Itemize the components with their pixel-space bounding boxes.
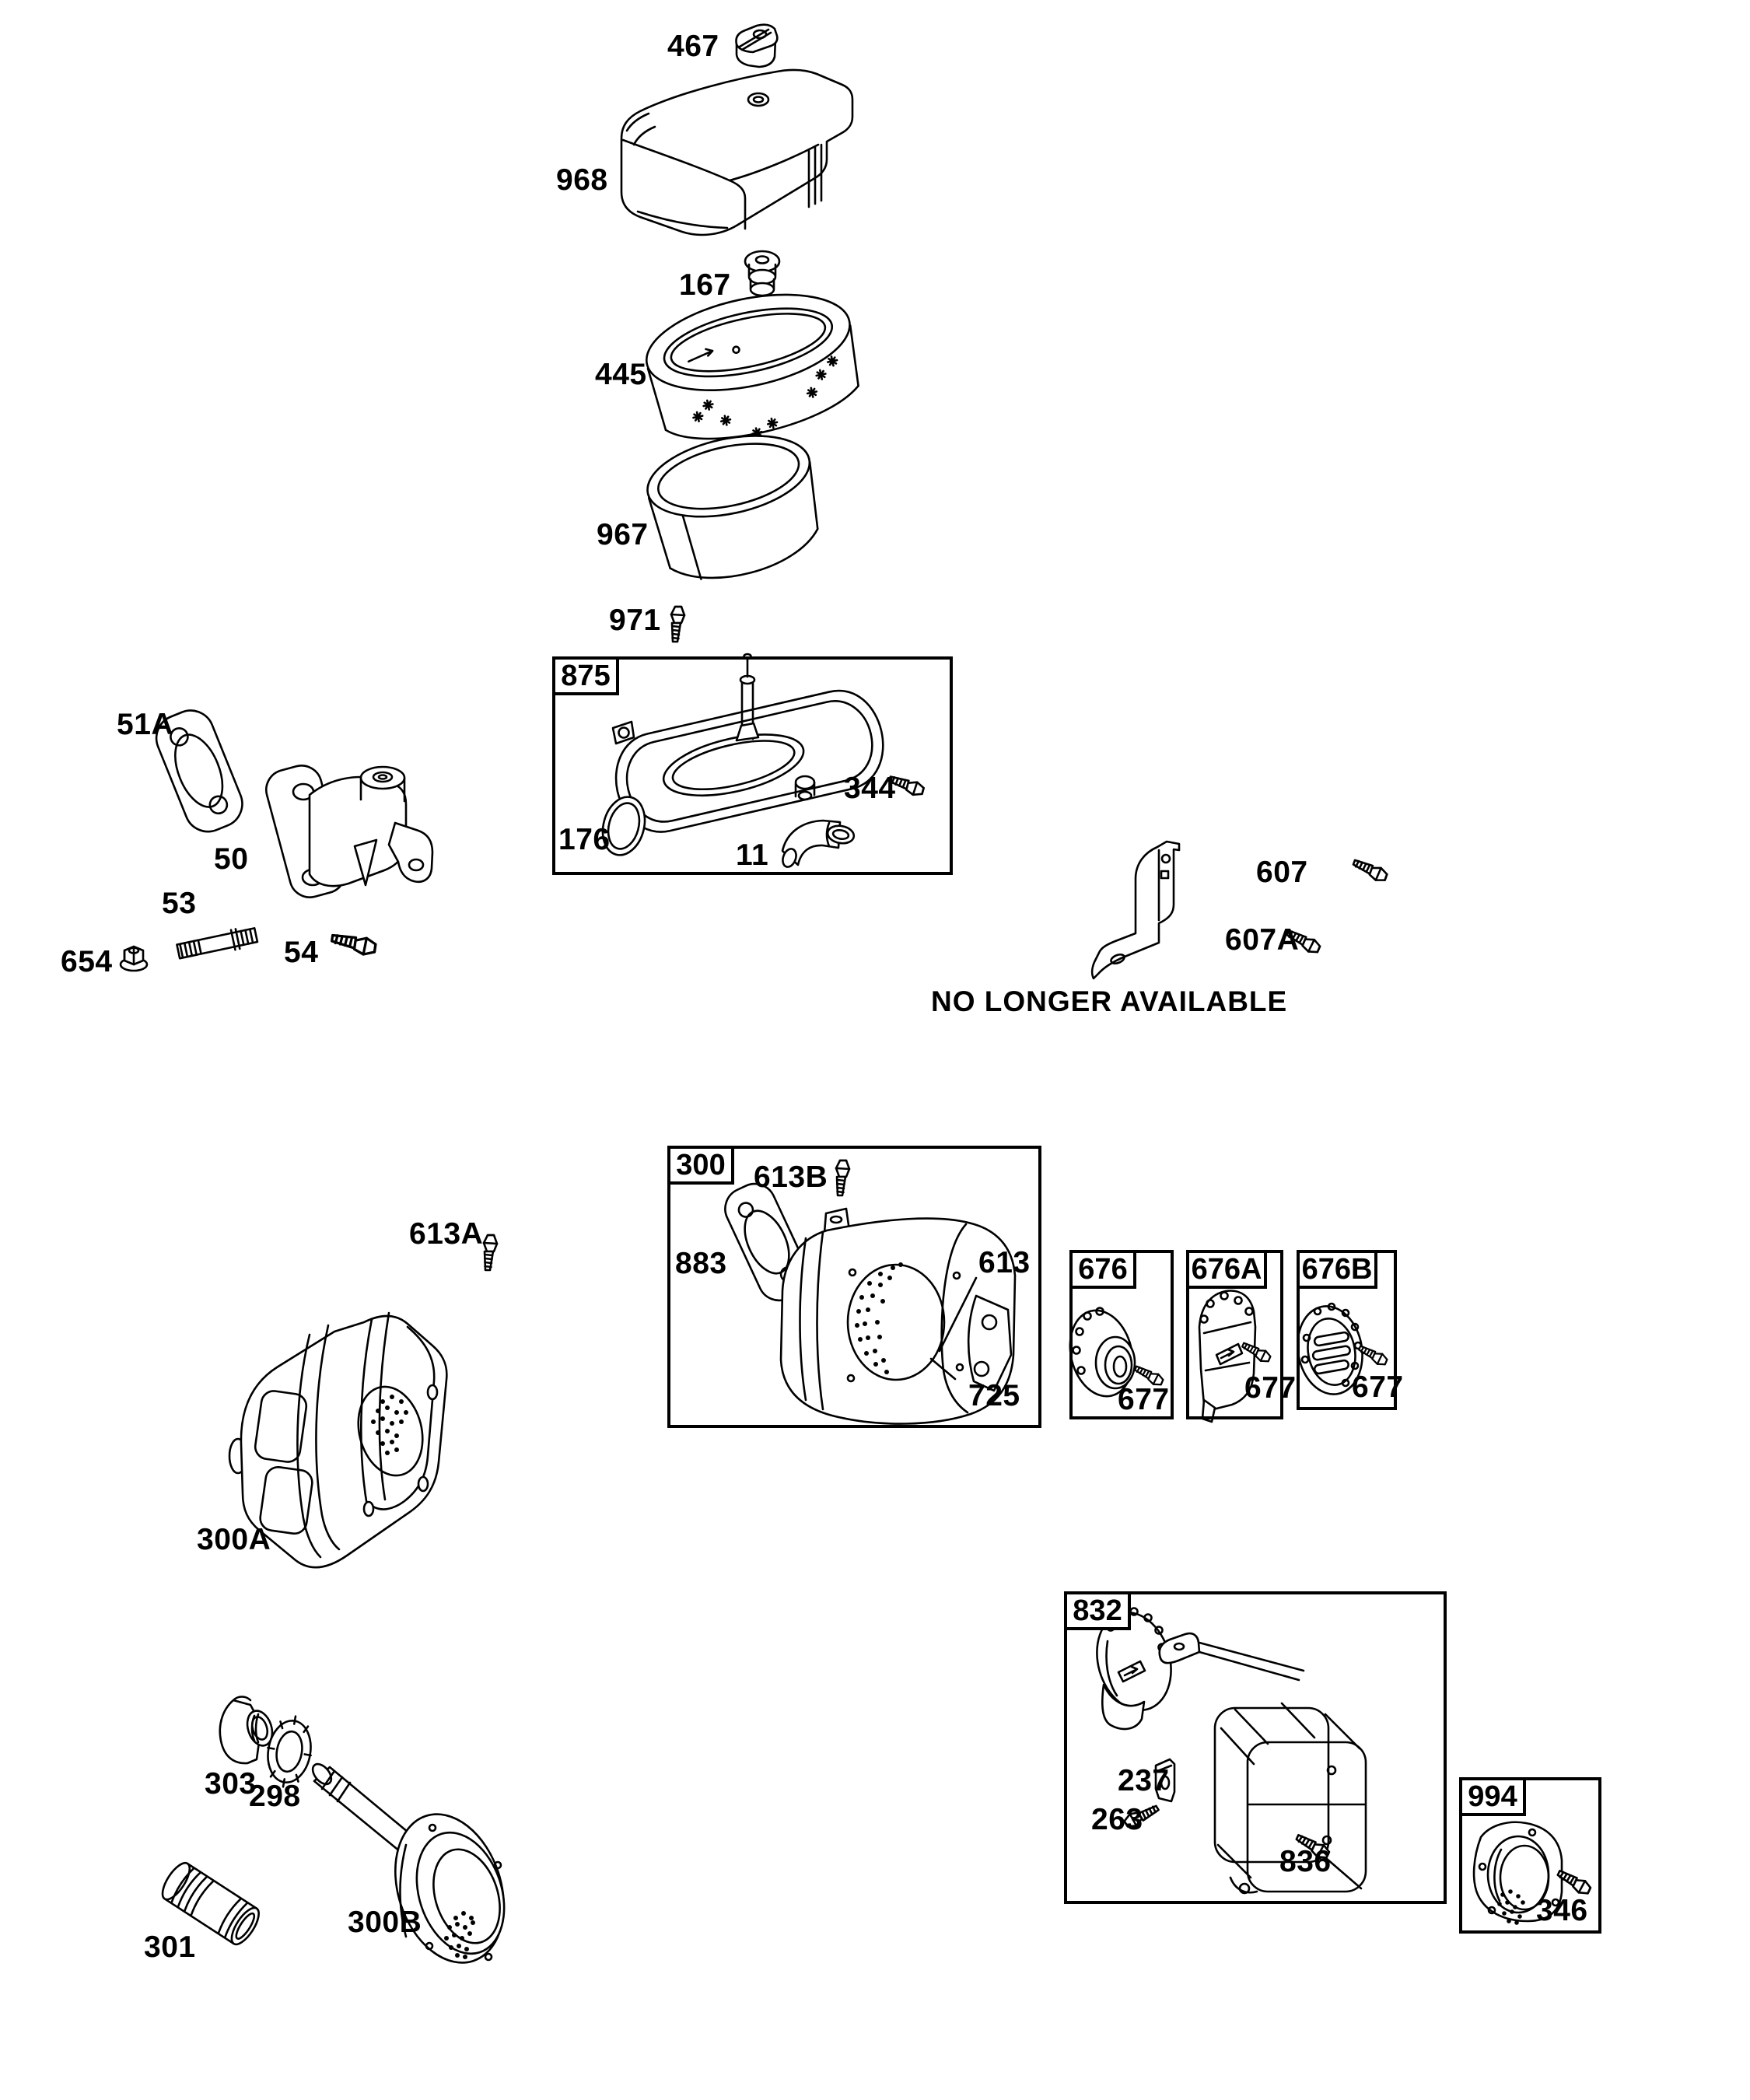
callout-176: 176 bbox=[558, 823, 611, 856]
callout-263: 263 bbox=[1091, 1803, 1143, 1836]
callout-445: 445 bbox=[595, 358, 647, 391]
part-300b-muffler-extension bbox=[309, 1761, 522, 1977]
part-445-air-filter bbox=[638, 278, 869, 457]
callout-301: 301 bbox=[144, 1930, 196, 1964]
part-654-nut bbox=[121, 947, 147, 971]
group-box-832 bbox=[1064, 1591, 1447, 1904]
callout-467: 467 bbox=[667, 30, 719, 63]
group-box-875-label: 875 bbox=[561, 659, 611, 692]
group-box-300-label: 300 bbox=[676, 1148, 726, 1181]
group-box-875-tag bbox=[552, 656, 619, 695]
part-467-knob bbox=[736, 25, 777, 67]
callout-607a: 607A bbox=[1225, 923, 1300, 957]
part-967-precleaner bbox=[640, 422, 830, 590]
group-box-676-tag bbox=[1069, 1250, 1136, 1289]
callout-237: 237 bbox=[1118, 1764, 1170, 1797]
part-53-stud bbox=[177, 925, 258, 961]
callout-344: 344 bbox=[844, 772, 896, 805]
callout-303: 303 bbox=[205, 1767, 257, 1801]
callout-677-2: 677 bbox=[1244, 1371, 1297, 1405]
group-box-832-label: 832 bbox=[1073, 1594, 1122, 1627]
part-607-screw bbox=[1351, 859, 1388, 883]
callout-53: 53 bbox=[162, 887, 197, 920]
no-longer-available-text: NO LONGER AVAILABLE bbox=[931, 985, 1288, 1017]
group-box-676b-label: 676B bbox=[1301, 1252, 1373, 1286]
callout-968: 968 bbox=[556, 163, 608, 197]
callout-300b: 300B bbox=[348, 1906, 422, 1939]
callout-300a: 300A bbox=[197, 1523, 271, 1556]
callout-725: 725 bbox=[968, 1379, 1020, 1412]
part-54-screw bbox=[331, 933, 376, 956]
group-box-994-tag bbox=[1459, 1777, 1526, 1816]
callout-51a: 51A bbox=[117, 708, 174, 741]
group-box-676a-tag bbox=[1186, 1250, 1267, 1289]
callout-54: 54 bbox=[284, 936, 319, 969]
callout-613: 613 bbox=[978, 1246, 1031, 1279]
group-box-994-label: 994 bbox=[1468, 1780, 1517, 1813]
callout-971: 971 bbox=[609, 604, 661, 637]
callout-836: 836 bbox=[1279, 1845, 1332, 1878]
callout-298: 298 bbox=[249, 1780, 301, 1813]
callout-167: 167 bbox=[679, 268, 731, 302]
part-bracket-discontinued bbox=[1092, 842, 1179, 978]
callout-677-3: 677 bbox=[1352, 1370, 1404, 1404]
group-box-676a-label: 676A bbox=[1191, 1252, 1262, 1286]
part-613a-screw bbox=[484, 1235, 497, 1270]
group-box-300-tag bbox=[667, 1146, 734, 1185]
group-box-676-label: 676 bbox=[1078, 1252, 1128, 1286]
callout-613a: 613A bbox=[409, 1217, 484, 1251]
callout-883: 883 bbox=[675, 1247, 727, 1280]
callout-50: 50 bbox=[214, 842, 249, 876]
callout-677-1: 677 bbox=[1118, 1383, 1170, 1416]
part-167-grommet bbox=[745, 251, 779, 296]
callout-654: 654 bbox=[61, 945, 113, 978]
group-box-676b-tag bbox=[1297, 1250, 1377, 1289]
group-box-832-tag bbox=[1064, 1591, 1131, 1630]
part-968-air-cleaner-cover bbox=[621, 70, 852, 235]
callout-967: 967 bbox=[597, 518, 649, 551]
callout-607: 607 bbox=[1256, 856, 1308, 889]
part-50-intake-manifold bbox=[261, 761, 432, 902]
callout-613b: 613B bbox=[754, 1160, 828, 1194]
part-971-screw bbox=[671, 607, 684, 642]
callout-11: 11 bbox=[736, 838, 769, 872]
callout-346: 346 bbox=[1536, 1894, 1588, 1927]
